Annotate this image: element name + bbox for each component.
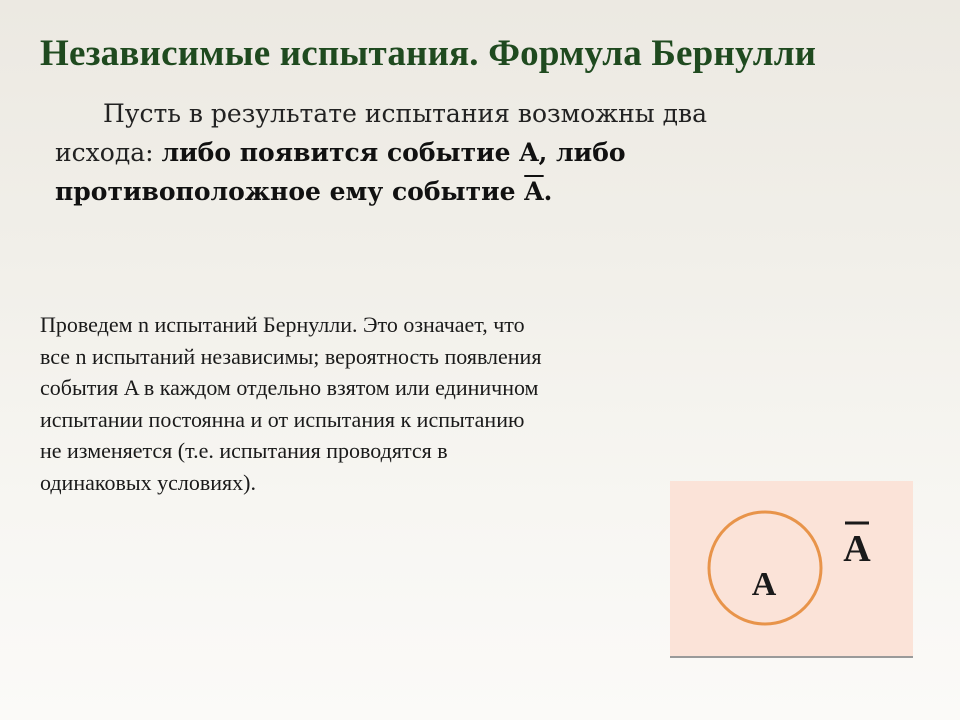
intro-line-2	[55, 133, 855, 172]
event-a-symbol: A	[519, 138, 539, 167]
body-line: все n испытаний независимы; вероятность появления	[40, 343, 542, 369]
intro-paragraph	[55, 94, 855, 211]
venn-diagram-svg	[670, 481, 913, 656]
event-a-label: A	[751, 566, 777, 603]
intro-either-tail: , либо	[538, 138, 626, 167]
body-line: испытании постоянна и от испытания к испытанию	[40, 406, 525, 432]
intro-event-phrase: либо появится событие A	[161, 138, 539, 167]
body-line: Проведем n испытаний Бернулли. Это означает, что	[40, 312, 525, 337]
body-line: события A в каждом отдельно взятом или единичном	[40, 375, 539, 400]
event-a-complement-symbol: $\overline{A}$	[524, 177, 544, 206]
bernoulli-description	[40, 309, 680, 498]
intro-line-1: Пусть в результате испытания возможны два	[103, 99, 708, 128]
body-line: одинаковых условиях).	[40, 469, 256, 495]
intro-line-3	[55, 172, 855, 211]
venn-diagram	[670, 481, 913, 658]
intro-complement-phrase: противоположное ему событие $\overline{A}$.	[55, 177, 553, 206]
intro-outcomes-label: исхода:	[55, 138, 162, 167]
body-line: не изменяется (т.е. испытания проводятся в	[40, 438, 448, 463]
complement-a-label: A	[843, 528, 871, 570]
slide-title: Независимые испытания. Формула Бернулли	[40, 33, 817, 74]
